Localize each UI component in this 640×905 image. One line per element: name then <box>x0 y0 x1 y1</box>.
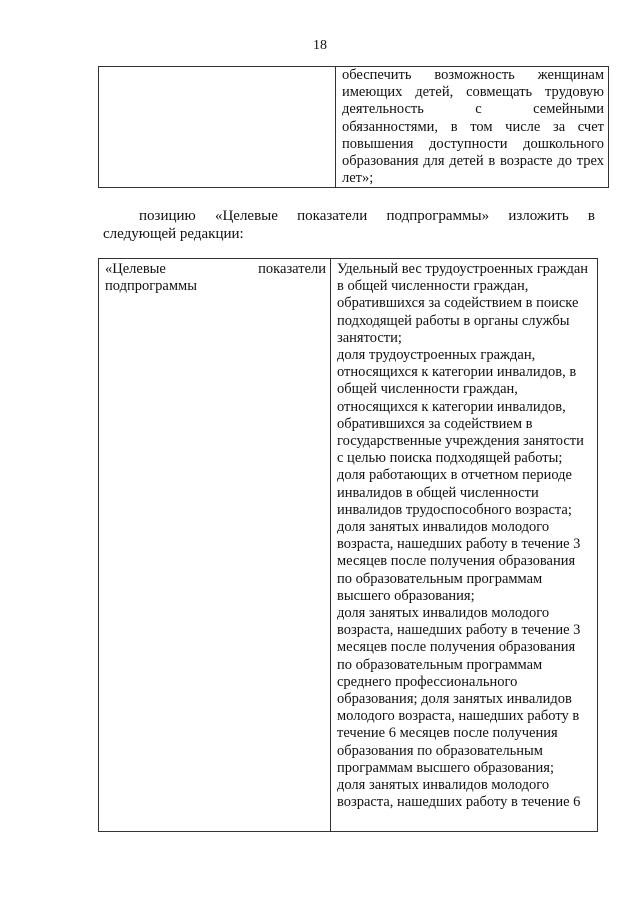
continuation-table <box>98 66 609 188</box>
intro-line: следующей редакции: <box>103 226 244 242</box>
table-row <box>99 67 609 188</box>
intro-line: позицию «Целевые показатели подпрограммы» изложить в <box>139 208 595 224</box>
indicator-item: доля занятых инвалидов молодого возраста, нашедших работу в течение 3 месяцев после получения образования по образовательным программам высшего образования; <box>337 519 581 604</box>
table-row <box>99 259 598 832</box>
indicators-list-cell <box>331 259 598 832</box>
target-indicators-table <box>98 258 598 832</box>
label-word: показатели <box>258 261 326 277</box>
label-word: «Целевые <box>105 261 166 277</box>
page-number: 18 <box>313 38 327 53</box>
indicator-item: доля трудоустроенных граждан, относящихся к категории инвалидов, в общей численности граждан, относящихся к категории инвалидов, обратившихся за содействием в государственные учреждения занятости с целью поиска подходящей работы; <box>337 347 584 467</box>
label-word: подпрограммы <box>105 278 197 295</box>
indicator-item: доля занятых инвалидов молодого возраста, нашедших работу в течение 6 <box>337 777 581 811</box>
table-cell-empty <box>99 67 336 188</box>
indicators-label-cell <box>99 259 331 832</box>
indicator-item: Удельный вес трудоустроенных граждан в общей численности граждан, обратившихся за содействием в поиске подходящей работы в органы службы занятости; <box>337 261 589 346</box>
amendment-intro <box>103 207 595 243</box>
table-cell-text: обеспечить возможность женщинам имеющих детей, совмещать трудовую деятельность с семейными обязанностями, в том числе за счет повышения доступности дошкольного образования для детей в возрасте до трех лет»; <box>336 67 609 188</box>
label-line <box>105 261 326 278</box>
indicator-item: доля занятых инвалидов молодого возраста, нашедших работу в течение 3 месяцев после получения образования по образовательным программам среднего профессионального образования; доля занятых инвалидов молодого возраста, нашедших работу в течение 6 месяцев после получения образования по образовательным программам высшего образования; <box>337 605 581 776</box>
indicator-item: доля работающих в отчетном периоде инвалидов в общей численности инвалидов трудоспособного возраста; <box>337 467 572 518</box>
